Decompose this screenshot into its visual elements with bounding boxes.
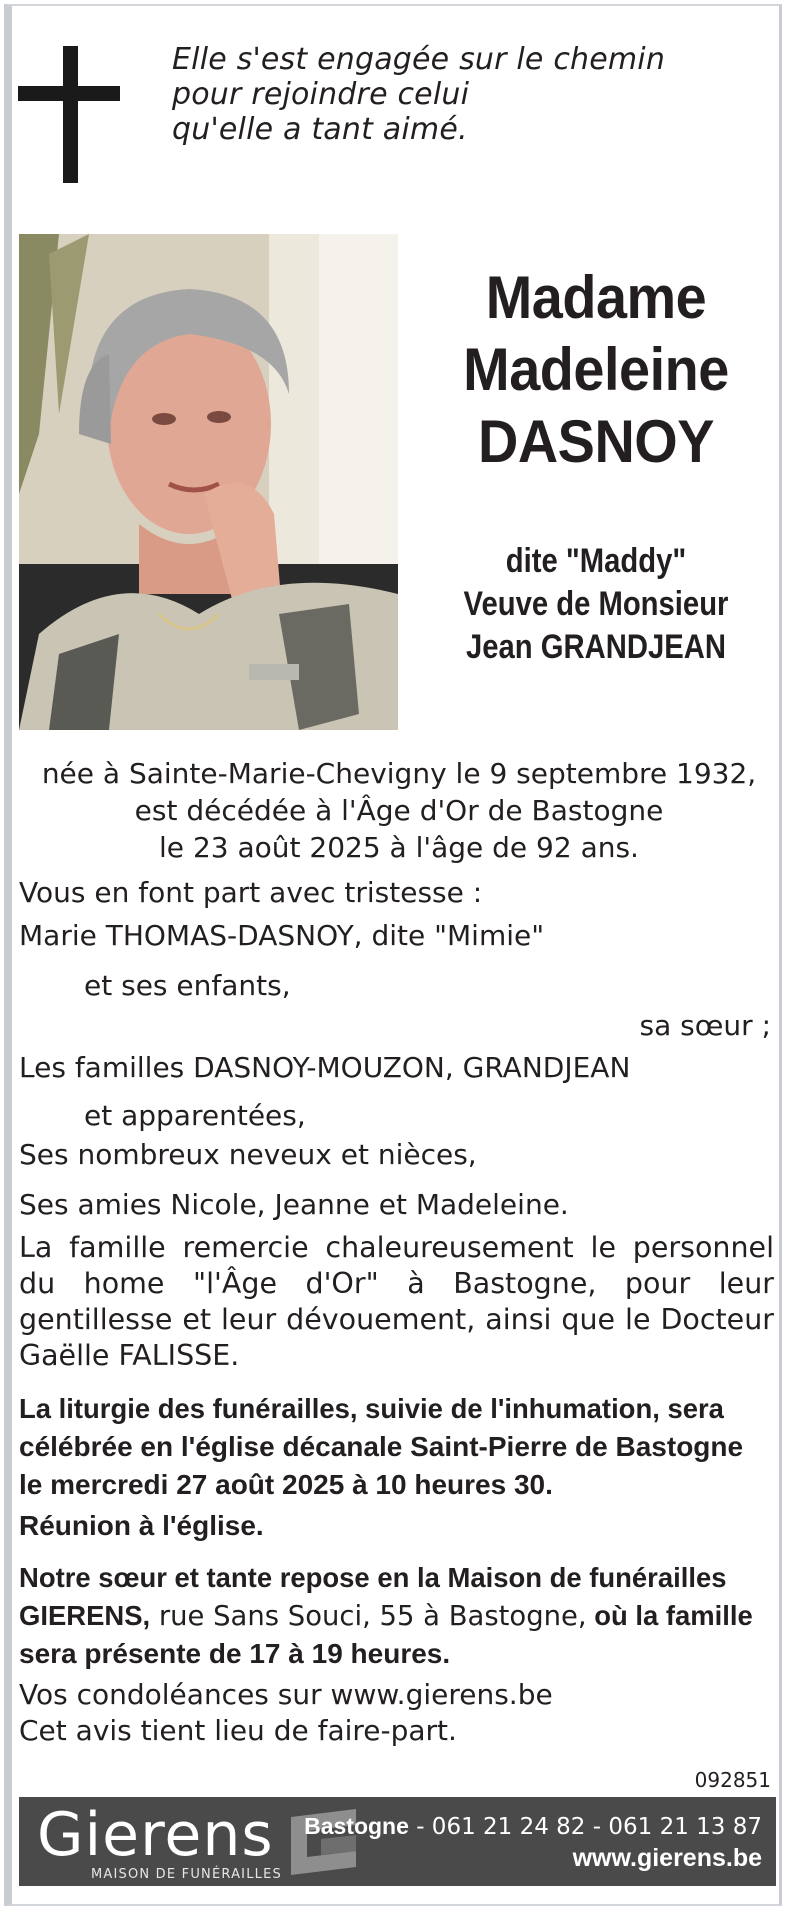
- family-line: Ses nombreux neveux et nièces,: [19, 1138, 477, 1171]
- name-line: Madeleine: [463, 336, 729, 403]
- verse-line: qu'elle a tant aimé.: [172, 112, 468, 147]
- subtitle-line: Jean GRANDJEAN: [466, 628, 726, 666]
- rest-line-end: où la famille: [586, 1600, 753, 1631]
- rest-paragraph: [19, 1559, 779, 1673]
- rest-line: [19, 1597, 764, 1635]
- website-link[interactable]: www.gierens.be: [572, 1844, 762, 1872]
- birth-death-info: [19, 755, 779, 866]
- birth-line: née à Sainte-Marie-Chevigny le 9 septembre 1932,: [41, 757, 757, 790]
- portrait-photo: [19, 234, 398, 730]
- verse-line: pour rejoindre celui: [172, 77, 470, 112]
- condolences-text: Vos condoléances sur www.gierens.be: [19, 1678, 553, 1711]
- family-intro: Vous en font part avec tristesse :: [19, 876, 483, 909]
- contact-phones: - 061 21 24 82 - 061 21 13 87: [408, 1814, 762, 1840]
- liturgy-line: célébrée en l'église décanale Saint-Pierre de Bastogne: [19, 1431, 744, 1462]
- liturgy-paragraph: [19, 1390, 779, 1504]
- subtitle-line: Veuve de Monsieur: [463, 585, 729, 623]
- contact-city: Bastogne: [304, 1813, 409, 1839]
- name-line: Madame: [485, 264, 707, 331]
- meeting-text: Réunion à l'église.: [19, 1510, 264, 1541]
- name-line: DASNOY: [478, 408, 714, 475]
- funeral-home-name: GIERENS,: [19, 1600, 151, 1631]
- family-line: sa sœur ;: [639, 1009, 771, 1042]
- birth-line: le 23 août 2025 à l'âge de 92 ans.: [159, 831, 639, 864]
- notice-text: Cet avis tient lieu de faire-part.: [19, 1714, 457, 1747]
- liturgy-line: le mercredi 27 août 2025 à 10 heures 30.: [19, 1469, 553, 1500]
- reference-number: 092851: [694, 1768, 771, 1792]
- family-line: Les familles DASNOY-MOUZON, GRANDJEAN: [19, 1051, 631, 1084]
- logo-subtitle: MAISON DE FUNÉRAILLES: [91, 1867, 282, 1882]
- deceased-name: [405, 262, 787, 478]
- family-line: et ses enfants,: [84, 969, 291, 1002]
- subtitle: [405, 540, 787, 669]
- footer-banner: [19, 1797, 776, 1886]
- funeral-home-address: rue Sans Souci, 55 à Bastogne,: [150, 1599, 587, 1632]
- liturgy-line: La liturgie des funérailles, suivie de l'inhumation, sera: [19, 1393, 724, 1424]
- verse-line: Elle s'est engagée sur le chemin: [172, 42, 666, 77]
- rest-line: sera présente de 17 à 19 heures.: [19, 1638, 451, 1669]
- family-line: Ses amies Nicole, Jeanne et Madeleine.: [19, 1188, 569, 1221]
- birth-line: est décédée à l'Âge d'Or de Bastogne: [134, 794, 664, 827]
- family-line: et apparentées,: [84, 1099, 306, 1132]
- thanks-paragraph: La famille remercie chaleureusement le personnel du home "l'Âge d'Or" à Bastogne, pour leur gentillesse et leur dévouement, ainsi que le Docteur Gaëlle FALISSE.: [19, 1231, 774, 1372]
- contact-info: [304, 1811, 762, 1874]
- family-line: Marie THOMAS-DASNOY, dite "Mimie": [19, 919, 545, 952]
- subtitle-line: dite "Maddy": [505, 542, 687, 580]
- gierens-logo: Gierens: [37, 1800, 274, 1870]
- verse: [172, 42, 732, 147]
- rest-line: Notre sœur et tante repose en la Maison de funérailles: [19, 1562, 727, 1593]
